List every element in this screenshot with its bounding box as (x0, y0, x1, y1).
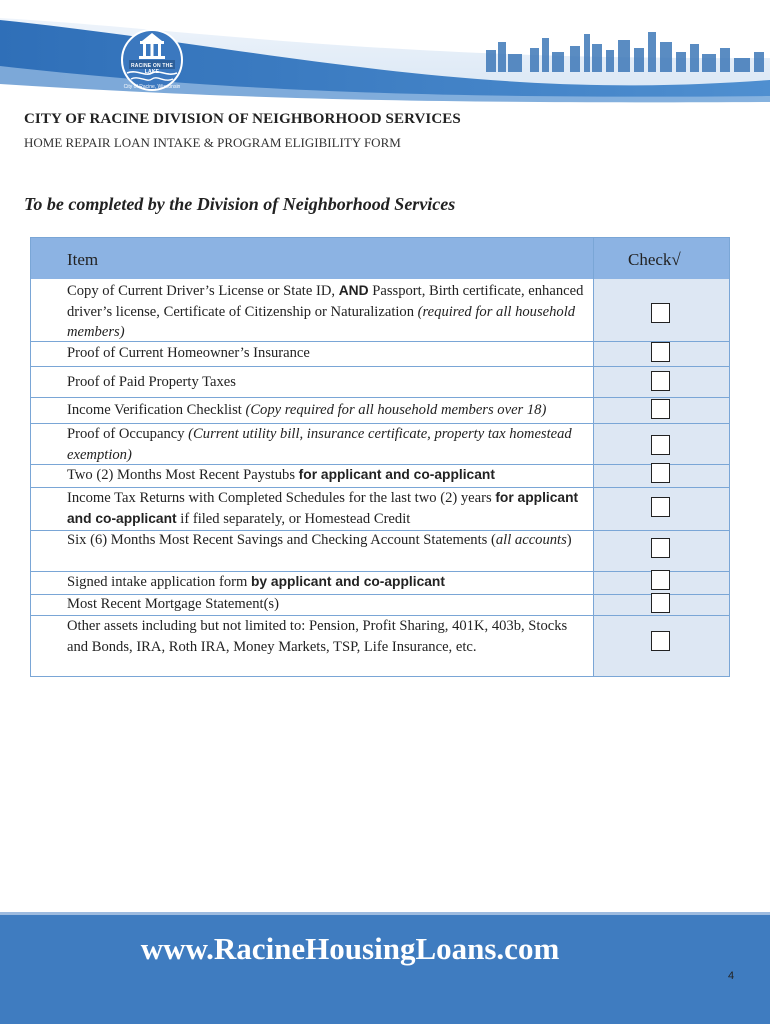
checklist-checkbox[interactable] (651, 570, 670, 590)
emphasis-text: by applicant and co-applicant (251, 574, 445, 589)
item-text: Six (6) Months Most Recent Savings and Checking Account Statements ( (67, 532, 496, 548)
website-url[interactable]: www.RacineHousingLoans.com (140, 931, 560, 966)
checklist-table (30, 237, 730, 677)
row-divider (31, 341, 729, 342)
section-heading: To be completed by the Division of Neighborhood Services (24, 194, 456, 214)
checklist-item-text (67, 572, 587, 593)
item-text: Most Recent Mortgage Statement(s) (67, 596, 279, 612)
item-text: Passport, Birth certificate, enhanced driver’s license, Certificate of Citizenship or Naturalization (67, 283, 584, 320)
note-text: (required for all household members) (67, 303, 576, 340)
checklist-item-text (67, 594, 587, 615)
checklist-checkbox[interactable] (651, 497, 670, 517)
checklist-item-text (67, 343, 587, 364)
checklist-item-text (67, 616, 587, 657)
header-banner (0, 0, 770, 105)
row-divider (31, 397, 729, 398)
column-header-item: Item (67, 250, 99, 269)
item-text: Proof of Current Homeowner’s Insurance (67, 345, 310, 361)
emphasis-text: for applicant and co-applicant (67, 490, 579, 526)
emphasis-text: AND (338, 283, 369, 298)
city-skyline-icon (480, 28, 770, 72)
checklist-checkbox[interactable] (651, 399, 670, 419)
item-text: Signed intake application form (67, 574, 251, 590)
checklist-checkbox[interactable] (651, 371, 670, 391)
row-divider (31, 366, 729, 367)
emphasis-text: for applicant and co-applicant (298, 467, 495, 482)
checklist-item-text (67, 281, 587, 343)
footer-accent-line (0, 912, 770, 915)
logo-tagline: RACINE ON THE LAKE (130, 63, 174, 75)
checklist-checkbox[interactable] (651, 435, 670, 455)
note-text: (Copy required for all household members over 18) (245, 402, 547, 418)
item-text: Copy of Current Driver’s License or State ID, (67, 283, 339, 299)
checklist-checkbox[interactable] (651, 593, 670, 613)
checklist-item-text (67, 372, 587, 393)
column-header-check: Check√ (628, 250, 681, 269)
checklist-item-text (67, 488, 587, 529)
organization-title: CITY OF RACINE DIVISION OF NEIGHBORHOOD SERVICES (24, 111, 461, 127)
item-text: Income Tax Returns with Completed Schedules for the last two (2) years (67, 490, 496, 506)
checklist-item-text (67, 400, 587, 421)
form-title: HOME REPAIR LOAN INTAKE & PROGRAM ELIGIBILITY FORM (24, 135, 401, 150)
note-text: all accounts (495, 532, 567, 548)
item-text: if filed separately, or Homestead Credit (176, 510, 411, 527)
checklist-checkbox[interactable] (651, 463, 670, 483)
logo-city-name: City of Racine, Wisconsin (123, 84, 181, 90)
item-text: Proof of Occupancy (67, 426, 189, 442)
checklist-item-text (67, 530, 587, 551)
footer-banner (0, 912, 770, 1024)
item-text: Income Verification Checklist (67, 402, 246, 418)
column-divider (593, 238, 594, 676)
item-text: Other assets including but not limited to: Pension, Profit Sharing, 401K, 403b, Stocks and Bonds, IRA, Roth IRA, Money Markets, TSP, Life Insurance, etc. (67, 618, 568, 655)
item-text: Two (2) Months Most Recent Paystubs (67, 467, 299, 483)
checklist-checkbox[interactable] (651, 342, 670, 362)
table-header (31, 238, 729, 279)
item-text: Proof of Paid Property Taxes (67, 374, 236, 390)
checklist-item-text (67, 465, 587, 486)
page-number: 4 (728, 970, 735, 982)
checklist-checkbox[interactable] (651, 538, 670, 558)
checklist-checkbox[interactable] (651, 303, 670, 323)
checklist-item-text (67, 424, 587, 465)
note-text: (Current utility bill, insurance certificate, property tax homestead exemption) (67, 426, 572, 463)
checklist-checkbox[interactable] (651, 631, 670, 651)
item-text: ) (566, 532, 572, 548)
